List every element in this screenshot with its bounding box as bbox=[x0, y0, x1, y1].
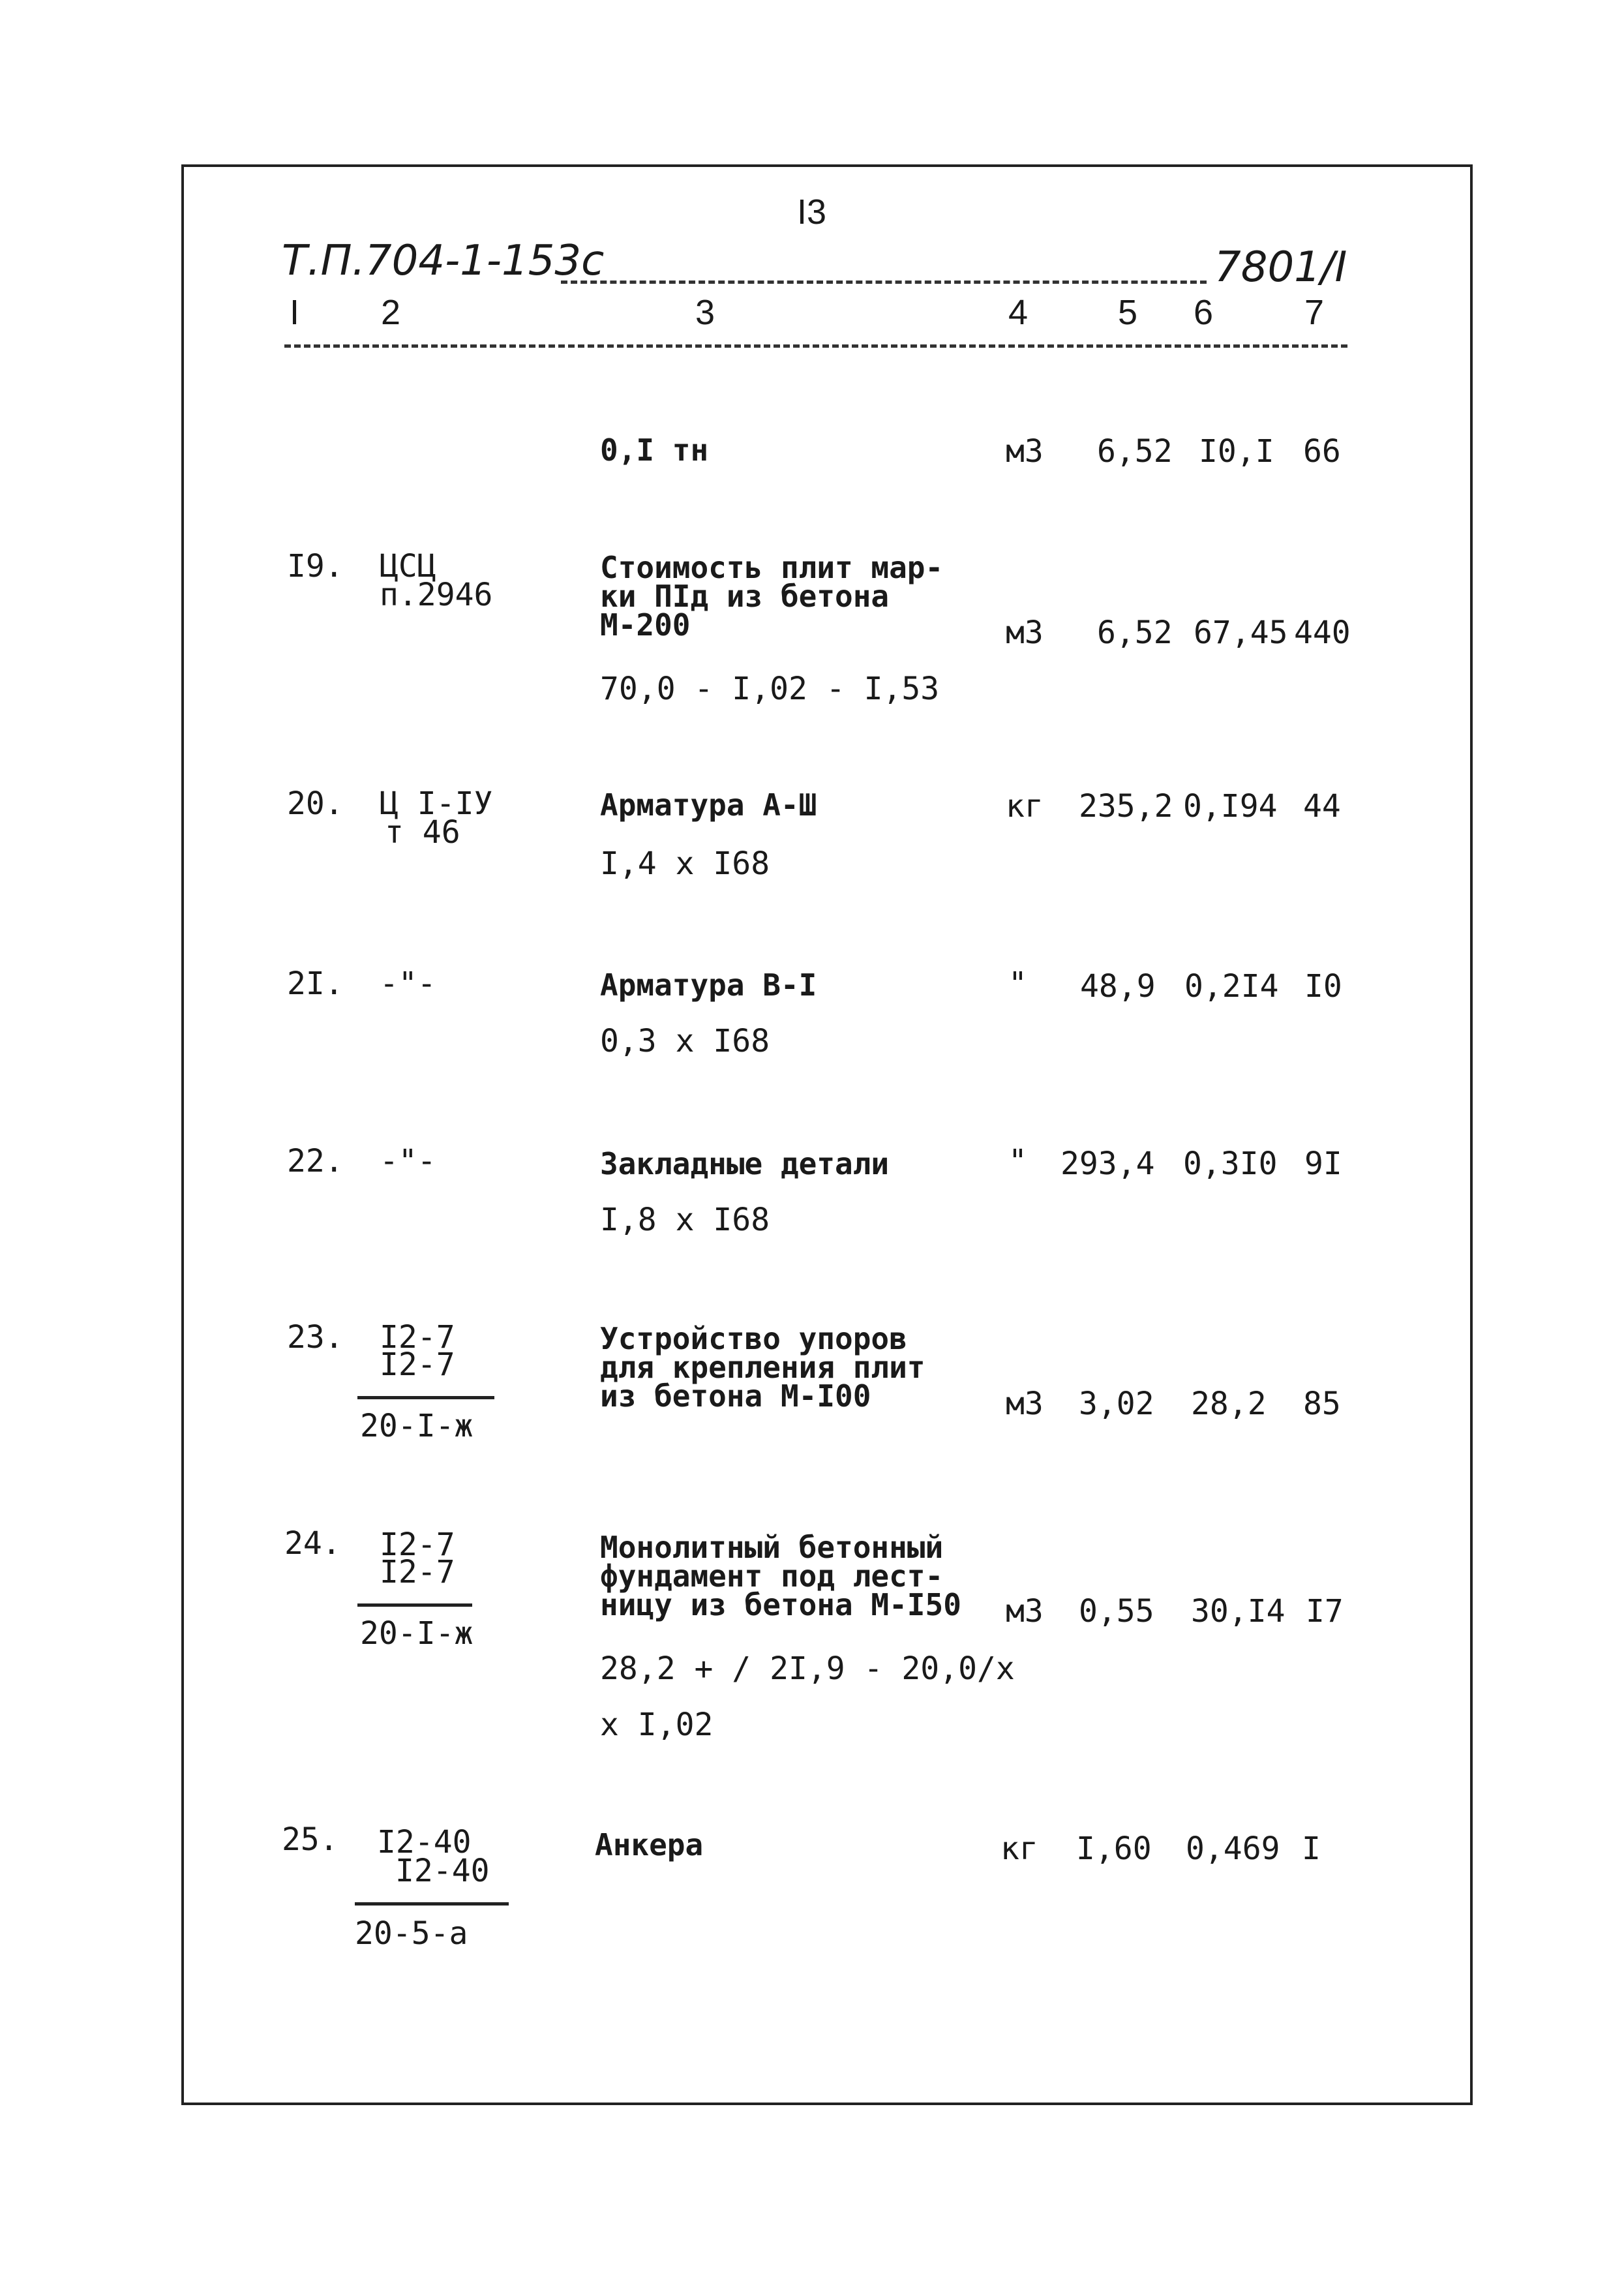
row-unit: м3 bbox=[1006, 615, 1044, 651]
row-description-line: фундамент под лест- bbox=[600, 1558, 944, 1594]
row-unit: кг bbox=[1000, 1830, 1038, 1867]
column-header-2: 2 bbox=[381, 293, 401, 332]
row-code-denominator: 20-I-ж bbox=[360, 1408, 474, 1444]
row-code-line: I2-40 bbox=[395, 1853, 490, 1889]
column-header-4: 4 bbox=[1008, 293, 1029, 332]
row-code-line: -"- bbox=[380, 1143, 436, 1179]
row-quantity: I,60 bbox=[1076, 1830, 1152, 1867]
row-price: 0,2I4 bbox=[1184, 968, 1279, 1005]
row-quantity: 6,52 bbox=[1097, 615, 1173, 651]
row-price: 30,I4 bbox=[1191, 1593, 1286, 1630]
row-code-line: Ц I-IУ bbox=[380, 785, 493, 822]
row-unit: " bbox=[1008, 1143, 1027, 1179]
row-unit: м3 bbox=[1006, 1386, 1044, 1422]
row-description-line: Арматура В-I bbox=[600, 967, 817, 1003]
page-frame bbox=[181, 164, 1473, 2105]
row-code-line: I2-7 bbox=[380, 1319, 455, 1356]
row-calculation: I,8 х I68 bbox=[600, 1202, 770, 1238]
header-dashed-line-top bbox=[561, 281, 1207, 284]
row-cost: 85 bbox=[1303, 1386, 1341, 1422]
row-cost: I7 bbox=[1306, 1593, 1344, 1630]
row-calculation: 0,3 х I68 bbox=[600, 1023, 770, 1059]
code-fraction-line bbox=[357, 1603, 472, 1607]
row-cost: 9I bbox=[1304, 1146, 1342, 1182]
row-price: 0,I94 bbox=[1183, 788, 1278, 825]
row-description-line: Устройство упоров bbox=[600, 1321, 907, 1356]
row-quantity: 48,9 bbox=[1080, 968, 1156, 1005]
row-description-line: Закладные детали bbox=[600, 1146, 890, 1181]
row-description-line: 0,I тн bbox=[600, 433, 709, 468]
row-quantity: 0,55 bbox=[1079, 1593, 1154, 1630]
row-description-line: Монолитный бетонный bbox=[600, 1530, 944, 1565]
row-code-denominator: 20-5-а bbox=[355, 1915, 468, 1952]
row-quantity: 293,4 bbox=[1060, 1146, 1155, 1182]
row-unit: кг bbox=[1006, 788, 1044, 825]
row-code-line: I2-7 bbox=[380, 1346, 455, 1383]
column-header-6: 6 bbox=[1194, 293, 1214, 332]
row-calculation: х I,02 bbox=[600, 1707, 714, 1743]
row-price: 28,2 bbox=[1191, 1386, 1267, 1422]
row-price: I0,I bbox=[1199, 433, 1274, 470]
row-code-line: -"- bbox=[380, 965, 436, 1002]
code-fraction-line bbox=[357, 1396, 494, 1399]
row-cost: I bbox=[1302, 1830, 1321, 1867]
row-number: 24. bbox=[284, 1525, 341, 1562]
row-quantity: 235,2 bbox=[1079, 788, 1173, 825]
row-number: 25. bbox=[282, 1821, 338, 1858]
row-code-line: п.2946 bbox=[380, 577, 493, 613]
row-number: 2I. bbox=[287, 965, 344, 1002]
row-description-line: ки ПIд из бетона bbox=[600, 579, 890, 614]
row-code-line: I2-7 bbox=[380, 1526, 455, 1563]
header-dashed-line bbox=[284, 344, 1347, 348]
row-code-denominator: 20-I-ж bbox=[360, 1615, 474, 1652]
row-code-line: ЦСЦ bbox=[380, 548, 436, 585]
row-code-line: т 46 bbox=[385, 814, 460, 851]
row-number: 20. bbox=[287, 785, 344, 822]
row-quantity: 6,52 bbox=[1097, 433, 1173, 470]
row-calculation: 28,2 + / 2I,9 - 20,0/х bbox=[600, 1650, 1015, 1687]
column-header-1: I bbox=[290, 293, 300, 332]
column-header-7: 7 bbox=[1304, 293, 1325, 332]
row-quantity: 3,02 bbox=[1079, 1386, 1154, 1422]
row-calculation: 70,0 - I,02 - I,53 bbox=[600, 671, 940, 707]
row-number: 22. bbox=[287, 1143, 344, 1179]
code-fraction-line bbox=[355, 1902, 509, 1906]
row-code-line: I2-7 bbox=[380, 1554, 455, 1590]
row-description-line: Стоимость плит мар- bbox=[600, 550, 944, 585]
document-code-left: Т.П.704-1-153с bbox=[282, 237, 605, 285]
row-cost: 440 bbox=[1294, 615, 1351, 651]
row-cost: 44 bbox=[1303, 788, 1341, 825]
row-cost: 66 bbox=[1303, 433, 1341, 470]
row-unit: м3 bbox=[1006, 1593, 1044, 1630]
row-unit: " bbox=[1008, 965, 1027, 1002]
row-price: 0,3I0 bbox=[1183, 1146, 1278, 1182]
row-price: 0,469 bbox=[1186, 1830, 1280, 1867]
document-code-right: 7801/I bbox=[1214, 243, 1347, 292]
column-header-3: 3 bbox=[695, 293, 715, 332]
row-description-line: Арматура А-Ш bbox=[600, 787, 817, 823]
row-description-line: М-200 bbox=[600, 607, 691, 643]
row-code-line: I2-40 bbox=[377, 1824, 472, 1860]
row-unit: м3 bbox=[1006, 433, 1044, 470]
row-description-line: из бетона М-I00 bbox=[600, 1378, 871, 1414]
row-cost: I0 bbox=[1304, 968, 1342, 1005]
row-description-line: для крепления плит bbox=[600, 1350, 925, 1385]
row-calculation: I,4 х I68 bbox=[600, 845, 770, 882]
column-header-5: 5 bbox=[1118, 293, 1138, 332]
row-number: I9. bbox=[287, 548, 344, 585]
row-description-line: Анкера bbox=[595, 1827, 704, 1862]
row-description-line: ницу из бетона М-I50 bbox=[600, 1587, 961, 1622]
row-number: 23. bbox=[287, 1319, 344, 1356]
row-price: 67,45 bbox=[1194, 615, 1288, 651]
page-number: I3 bbox=[797, 192, 827, 232]
